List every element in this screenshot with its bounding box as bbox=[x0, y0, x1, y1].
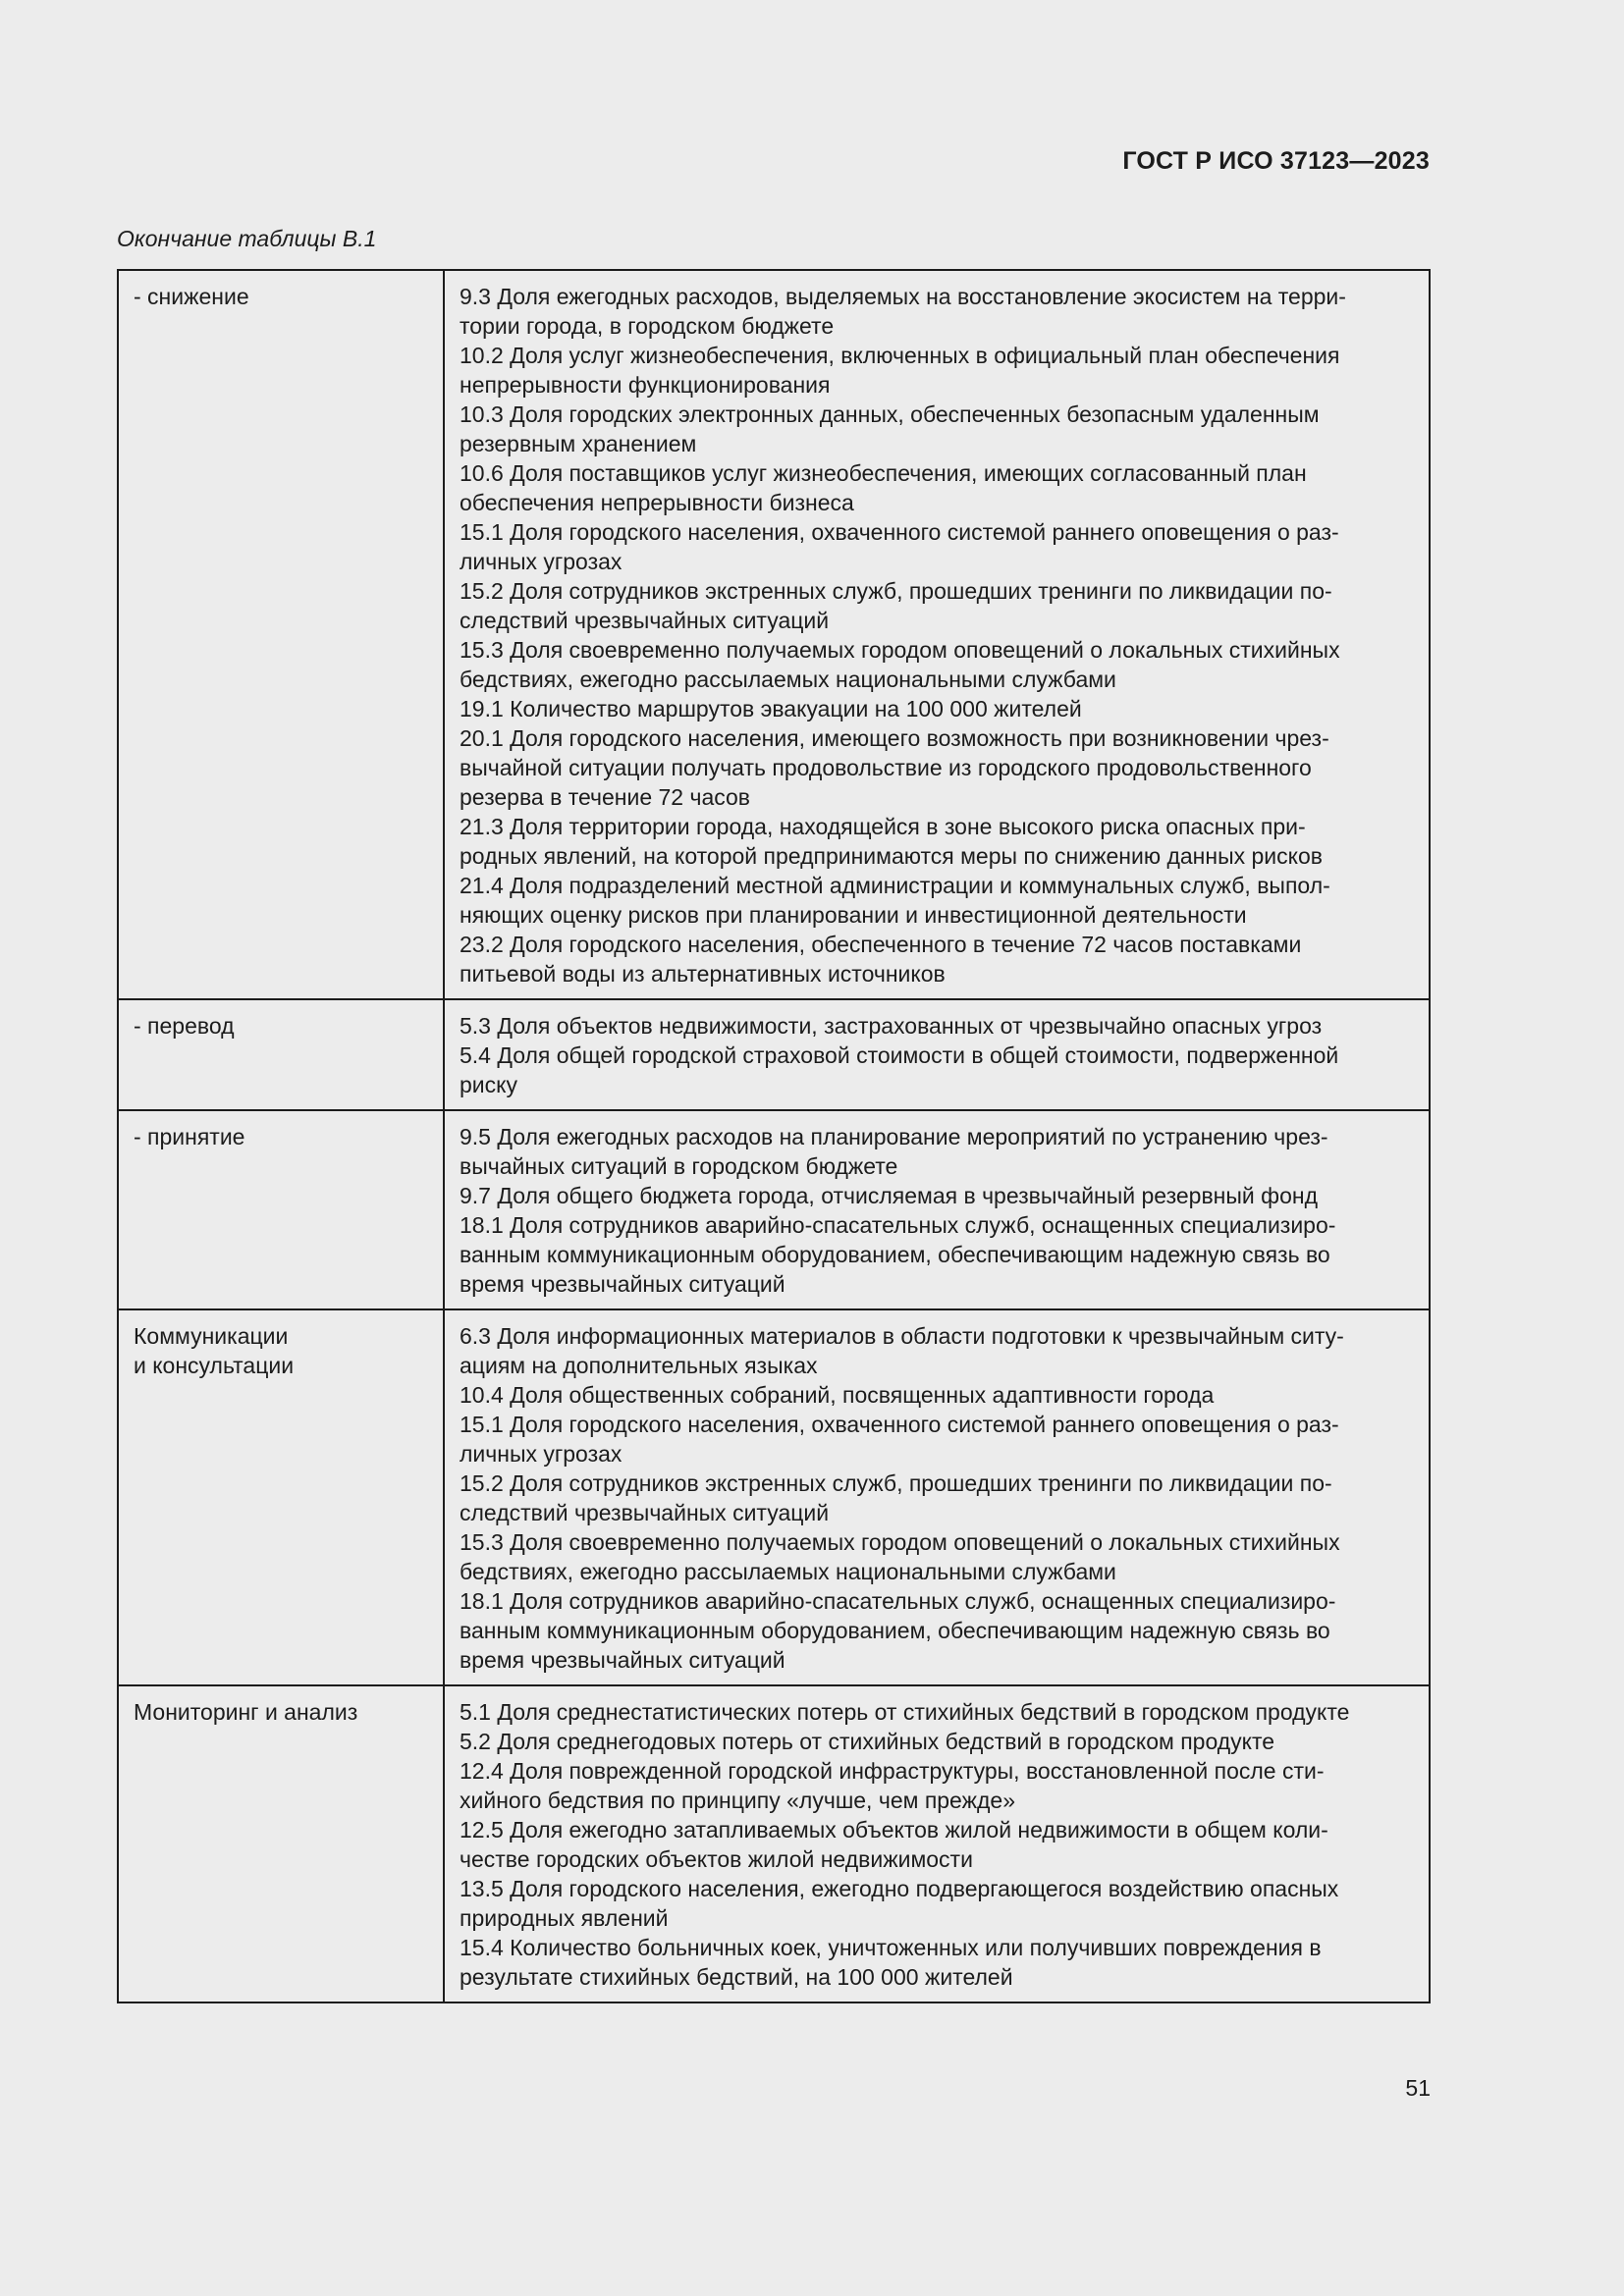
indicator-line: 9.7 Доля общего бюджета города, отчисляемая в чрезвычайный резервный фонд bbox=[460, 1183, 1318, 1208]
indicator-line: 13.5 Доля городского населения, ежегодно подвергающегося воздействию опасных bbox=[460, 1876, 1339, 1901]
indicator-line: 5.3 Доля объектов недвижимости, застрахованных от чрезвычайно опасных угроз bbox=[460, 1013, 1323, 1039]
indicator-line: 10.4 Доля общественных собраний, посвященных адаптивности города bbox=[460, 1382, 1215, 1408]
row-category-cell bbox=[118, 1110, 444, 1309]
indicator-line: 10.3 Доля городских электронных данных, обеспеченных безопасным удаленным bbox=[460, 401, 1320, 427]
row-indicators-cell bbox=[444, 1309, 1430, 1685]
indicator-line: бедствиях, ежегодно рассылаемых национальными службами bbox=[460, 667, 1116, 692]
indicator-line: хийного бедствия по принципу «лучше, чем прежде» bbox=[460, 1788, 1015, 1813]
indicator-line: 15.4 Количество больничных коек, уничтоженных или получивших повреждения в bbox=[460, 1935, 1322, 1960]
indicator-line: 9.3 Доля ежегодных расходов, выделяемых на восстановление экосистем на терри- bbox=[460, 284, 1346, 309]
indicator-line: 12.4 Доля поврежденной городской инфраструктуры, восстановленной после сти- bbox=[460, 1758, 1325, 1784]
row-category-label: и консультации bbox=[134, 1353, 295, 1378]
indicator-line: личных угрозах bbox=[460, 549, 623, 574]
indicator-line: 12.5 Доля ежегодно затапливаемых объектов жилой недвижимости в общем коли- bbox=[460, 1817, 1328, 1842]
indicator-line: 15.1 Доля городского населения, охваченного системой раннего оповещения о раз- bbox=[460, 1412, 1339, 1437]
indicator-line: резервным хранением bbox=[460, 431, 697, 456]
indicator-line: природных явлений bbox=[460, 1905, 669, 1931]
indicator-line: непрерывности функционирования bbox=[460, 372, 831, 398]
indicator-line: 21.3 Доля территории города, находящейся в зоне высокого риска опасных при- bbox=[460, 814, 1306, 839]
indicator-line: время чрезвычайных ситуаций bbox=[460, 1647, 785, 1673]
indicator-line: 19.1 Количество маршрутов эвакуации на 100 000 жителей bbox=[460, 696, 1082, 721]
row-indicators-cell bbox=[444, 270, 1430, 999]
indicator-line: 10.2 Доля услуг жизнеобеспечения, включенных в официальный план обеспечения bbox=[460, 343, 1340, 368]
indicator-line: личных угрозах bbox=[460, 1441, 623, 1467]
page-number: 51 bbox=[1405, 2075, 1431, 2101]
table-body bbox=[118, 270, 1430, 2002]
indicator-line: 6.3 Доля информационных материалов в области подготовки к чрезвычайным ситу- bbox=[460, 1323, 1344, 1349]
indicator-line: няющих оценку рисков при планировании и инвестиционной деятельности bbox=[460, 902, 1247, 928]
indicator-line: резерва в течение 72 часов bbox=[460, 784, 751, 810]
indicator-line: родных явлений, на которой предпринимаются меры по снижению данных рисков bbox=[460, 843, 1323, 869]
indicator-line: 15.2 Доля сотрудников экстренных служб, прошедших тренинги по ликвидации по- bbox=[460, 578, 1332, 604]
indicator-line: обеспечения непрерывности бизнеса bbox=[460, 490, 854, 515]
row-category-cell bbox=[118, 1309, 444, 1685]
indicator-line: ванным коммуникационным оборудованием, обеспечивающим надежную связь во bbox=[460, 1618, 1330, 1643]
indicator-line: 15.3 Доля своевременно получаемых городом оповещений о локальных стихийных bbox=[460, 1529, 1340, 1555]
row-category-label: Мониторинг и анализ bbox=[134, 1699, 358, 1725]
row-indicators-cell bbox=[444, 1685, 1430, 2002]
indicator-line: 10.6 Доля поставщиков услуг жизнеобеспечения, имеющих согласованный план bbox=[460, 460, 1307, 486]
document-header: ГОСТ Р ИСО 37123—2023 bbox=[1122, 147, 1430, 175]
table-caption: Окончание таблицы В.1 bbox=[117, 226, 377, 251]
indicator-line: вычайной ситуации получать продовольствие из городского продовольственного bbox=[460, 755, 1312, 780]
indicator-line: 23.2 Доля городского населения, обеспеченного в течение 72 часов поставками bbox=[460, 932, 1302, 957]
indicator-line: вычайных ситуаций в городском бюджете bbox=[460, 1153, 898, 1179]
indicator-line: ациям на дополнительных языках bbox=[460, 1353, 818, 1378]
row-category-label: - перевод bbox=[134, 1013, 235, 1039]
indicator-line: 15.1 Доля городского населения, охваченного системой раннего оповещения о раз- bbox=[460, 519, 1339, 545]
indicator-line: питьевой воды из альтернативных источников bbox=[460, 961, 946, 987]
table-row bbox=[118, 1110, 1430, 1309]
indicator-line: 5.2 Доля среднегодовых потерь от стихийных бедствий в городском продукте bbox=[460, 1729, 1275, 1754]
indicator-line: ванным коммуникационным оборудованием, обеспечивающим надежную связь во bbox=[460, 1242, 1330, 1267]
row-category-cell bbox=[118, 270, 444, 999]
table-row bbox=[118, 270, 1430, 999]
indicator-line: 18.1 Доля сотрудников аварийно-спасательных служб, оснащенных специализиро- bbox=[460, 1212, 1336, 1238]
indicator-line: 5.4 Доля общей городской страховой стоимости в общей стоимости, подверженной bbox=[460, 1042, 1339, 1068]
indicator-line: 21.4 Доля подразделений местной администрации и коммунальных служб, выпол- bbox=[460, 873, 1330, 898]
row-category-label: - снижение bbox=[134, 284, 249, 309]
indicator-line: риску bbox=[460, 1072, 517, 1097]
row-category-cell bbox=[118, 1685, 444, 2002]
row-category-label: - принятие bbox=[134, 1124, 245, 1149]
indicator-line: тории города, в городском бюджете bbox=[460, 313, 835, 339]
row-category-cell bbox=[118, 999, 444, 1110]
indicator-line: 15.3 Доля своевременно получаемых городом оповещений о локальных стихийных bbox=[460, 637, 1340, 663]
table-row bbox=[118, 999, 1430, 1110]
indicator-line: 18.1 Доля сотрудников аварийно-спасательных служб, оснащенных специализиро- bbox=[460, 1588, 1336, 1614]
table-row bbox=[118, 1685, 1430, 2002]
indicator-line: результате стихийных бедствий, на 100 000 жителей bbox=[460, 1964, 1013, 1990]
indicator-line: честве городских объектов жилой недвижимости bbox=[460, 1846, 973, 1872]
indicator-line: следствий чрезвычайных ситуаций bbox=[460, 1500, 830, 1525]
indicator-line: следствий чрезвычайных ситуаций bbox=[460, 608, 830, 633]
indicator-line: 15.2 Доля сотрудников экстренных служб, прошедших тренинги по ликвидации по- bbox=[460, 1470, 1332, 1496]
indicators-table bbox=[117, 269, 1431, 2003]
table-row bbox=[118, 1309, 1430, 1685]
indicator-line: бедствиях, ежегодно рассылаемых национальными службами bbox=[460, 1559, 1116, 1584]
row-indicators-cell bbox=[444, 999, 1430, 1110]
indicator-line: 5.1 Доля среднестатистических потерь от стихийных бедствий в городском продукте bbox=[460, 1699, 1350, 1725]
row-category-label: Коммуникации bbox=[134, 1323, 289, 1349]
row-indicators-cell bbox=[444, 1110, 1430, 1309]
indicator-line: 9.5 Доля ежегодных расходов на планирование мероприятий по устранению чрез- bbox=[460, 1124, 1328, 1149]
indicator-line: время чрезвычайных ситуаций bbox=[460, 1271, 785, 1297]
indicator-line: 20.1 Доля городского населения, имеющего возможность при возникновении чрез- bbox=[460, 725, 1329, 751]
